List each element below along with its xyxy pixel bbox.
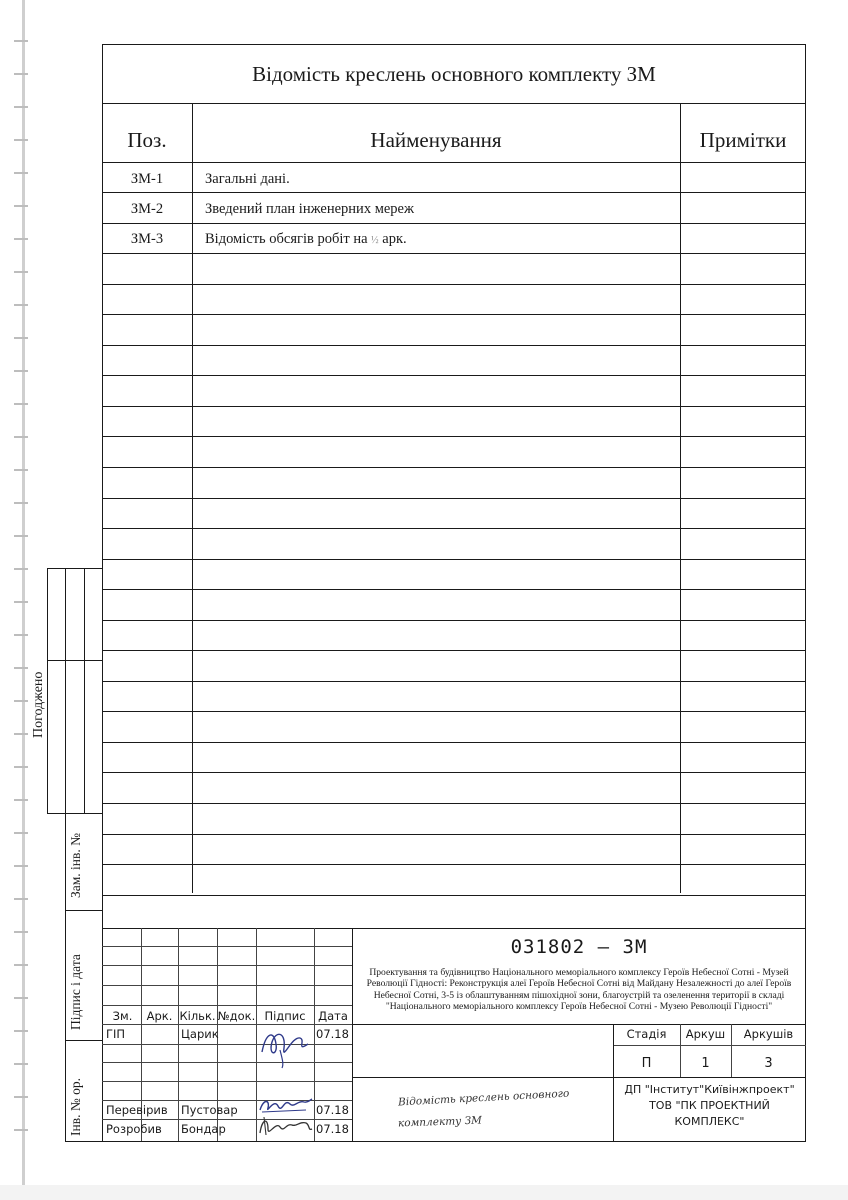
side-block-bottom <box>65 1141 102 1142</box>
stamp-row-line <box>102 946 352 947</box>
project-code: 031802 – ЗМ <box>510 936 648 958</box>
approved-label: Погоджено <box>31 671 46 738</box>
table-row-line <box>102 895 806 896</box>
stamp-row-line <box>102 1081 352 1082</box>
side-block-left <box>47 568 48 813</box>
binding-hole <box>14 898 28 900</box>
stamp-header-zm: Зм. <box>112 1009 133 1023</box>
stamp-header-pidpys: Підпис <box>264 1009 306 1023</box>
binding-hole <box>14 238 28 240</box>
binding-hole <box>14 337 28 339</box>
stamp-row-line <box>102 1044 352 1045</box>
binding-hole <box>14 766 28 768</box>
binding-hole <box>14 1030 28 1032</box>
binding-hole <box>14 931 28 933</box>
table-row-line <box>102 436 806 437</box>
stamp-row-line <box>102 965 352 966</box>
date-developed: 07.18 <box>316 1122 349 1136</box>
binding-hole <box>14 502 28 504</box>
stamp-row-line <box>102 985 352 986</box>
stamp-top <box>102 928 806 929</box>
org-line-1: ДП "Інститут"Київінжпроект" <box>624 1083 795 1096</box>
table-row-line <box>102 559 806 560</box>
column-header-pos: Поз. <box>127 128 167 152</box>
row-3-name <box>205 231 407 248</box>
stamp-row-line <box>102 1024 352 1025</box>
sheets-header: Аркушів <box>743 1027 794 1041</box>
row-3-pos: ЗМ-3 <box>130 231 164 247</box>
inv-orig-label: Інв. № ор. <box>68 1078 83 1136</box>
signature-gip <box>256 1022 314 1070</box>
stage-header: Стадія <box>626 1027 667 1041</box>
stamp-col-line <box>352 928 353 1141</box>
binding-hole <box>14 403 28 405</box>
side-block-split-2 <box>47 813 102 814</box>
name-gip: Царик <box>181 1027 219 1041</box>
side-block-top <box>47 568 102 569</box>
binding-hole <box>14 865 28 867</box>
binding-hole <box>14 304 28 306</box>
side-block-split-3 <box>65 910 102 911</box>
table-row-line <box>102 834 806 835</box>
table-row-line <box>102 284 806 285</box>
side-block-inner <box>84 568 85 813</box>
date-checked: 07.18 <box>316 1103 349 1117</box>
table-row-line <box>102 803 806 804</box>
sign-date-label: Підпис і дата <box>68 954 83 1030</box>
replace-inv-label: Зам. інв. № <box>68 832 83 898</box>
binding-strip <box>22 0 25 1200</box>
row-1-name: Загальні дані. <box>205 171 290 187</box>
role-checked: Перевірив <box>106 1103 168 1117</box>
table-row-line <box>102 375 806 376</box>
sheet-value: 1 <box>701 1056 710 1071</box>
binding-hole <box>14 535 28 537</box>
doc-title-line-2: комплекту ЗМ <box>397 1114 483 1130</box>
binding-hole <box>14 667 28 669</box>
table-row-line <box>102 192 806 193</box>
table-row-line <box>102 467 806 468</box>
role-gip: ГІП <box>106 1027 126 1041</box>
binding-hole <box>14 568 28 570</box>
side-block-mid <box>65 568 66 1142</box>
binding-hole <box>14 139 28 141</box>
stamp-row-line <box>102 1062 352 1063</box>
role-developed: Розробив <box>106 1122 162 1136</box>
org-line-2: ТОВ "ПК ПРОЕКТНИЙ <box>649 1099 770 1112</box>
binding-hole <box>14 1063 28 1065</box>
binding-hole <box>14 205 28 207</box>
stamp-col-line <box>178 928 179 1141</box>
table-row-line <box>102 223 806 224</box>
table-row-line <box>102 620 806 621</box>
column-header-name: Найменування <box>370 128 502 152</box>
table-row-line <box>102 345 806 346</box>
binding-hole <box>14 40 28 42</box>
stamp-header-data: Дата <box>318 1009 348 1023</box>
project-description: Проектування та будівництво Національного меморіального комплексу Героїв Небесної Сотні - Музей Революції Гідності: Реконструкція алеї Героїв Небесної Сотні від Майдану Незалежності до алеї Героїв Небесної Сотні, 3-5 із облаштуванням пішохідної зони, благоустрій та озеленення території в складі "Національного меморіального комплексу Героїв Небесної Сотні - Музею Революції Гідності" <box>366 967 792 1013</box>
row-2-name: Зведений план інженерних мереж <box>205 201 415 217</box>
side-block-split-1 <box>47 660 102 661</box>
stamp-col-line <box>314 928 315 1141</box>
binding-hole <box>14 832 28 834</box>
row-3-name-text: Відомість обсягів робіт на <box>205 231 368 247</box>
scan-bottom-edge <box>0 1185 848 1200</box>
binding-hole <box>14 1096 28 1098</box>
binding-hole <box>14 1129 28 1131</box>
binding-hole <box>14 601 28 603</box>
binding-hole <box>14 106 28 108</box>
stamp-row-line <box>352 1024 806 1025</box>
table-row-line <box>102 314 806 315</box>
stamp-row-line <box>613 1045 806 1046</box>
table-row-line <box>102 772 806 773</box>
stage-value: П <box>641 1056 652 1071</box>
binding-hole <box>14 370 28 372</box>
row-3-fraction: ½ <box>371 235 379 246</box>
stamp-header-ark: Арк. <box>146 1009 173 1023</box>
table-row-line <box>102 681 806 682</box>
header-divider <box>102 162 806 163</box>
binding-hole <box>14 733 28 735</box>
binding-hole <box>14 73 28 75</box>
table-row-line <box>102 650 806 651</box>
date-gip: 07.18 <box>316 1027 349 1041</box>
signature-developed <box>256 1113 314 1139</box>
side-block-split-4 <box>65 1040 102 1041</box>
binding-hole <box>14 700 28 702</box>
stamp-row-line <box>102 1005 352 1006</box>
stamp-row-line <box>352 1077 806 1078</box>
row-1-pos: ЗМ-1 <box>130 171 164 187</box>
table-row-line <box>102 864 806 865</box>
binding-hole <box>14 964 28 966</box>
sheet-title: Відомість креслень основного комплекту ЗМ <box>252 62 656 86</box>
row-3-suffix: арк. <box>382 231 407 247</box>
binding-hole <box>14 172 28 174</box>
table-row-line <box>102 406 806 407</box>
table-row-line <box>102 711 806 712</box>
title-divider <box>102 103 806 104</box>
binding-hole <box>14 997 28 999</box>
org-line-3: КОМПЛЕКС" <box>674 1115 745 1128</box>
name-developed: Бондар <box>181 1122 226 1136</box>
stamp-header-kilk: Кільк. <box>179 1009 216 1023</box>
name-checked: Пустовар <box>181 1103 238 1117</box>
binding-hole <box>14 271 28 273</box>
binding-hole <box>14 634 28 636</box>
table-row-line <box>102 528 806 529</box>
sheets-value: 3 <box>764 1056 773 1071</box>
binding-hole <box>14 436 28 438</box>
binding-hole <box>14 799 28 801</box>
stamp-row-line <box>102 1119 352 1120</box>
table-row-line <box>102 253 806 254</box>
stamp-header-ndok: №док. <box>217 1009 256 1023</box>
table-row-line <box>102 742 806 743</box>
row-2-pos: ЗМ-2 <box>130 201 164 217</box>
table-row-line <box>102 498 806 499</box>
binding-hole <box>14 469 28 471</box>
table-row-line <box>102 589 806 590</box>
stamp-row-line <box>102 1100 352 1101</box>
column-header-notes: Примітки <box>699 128 787 152</box>
sheet-header: Аркуш <box>685 1027 726 1041</box>
doc-title-line-1: Відомість креслень основного <box>397 1087 570 1109</box>
